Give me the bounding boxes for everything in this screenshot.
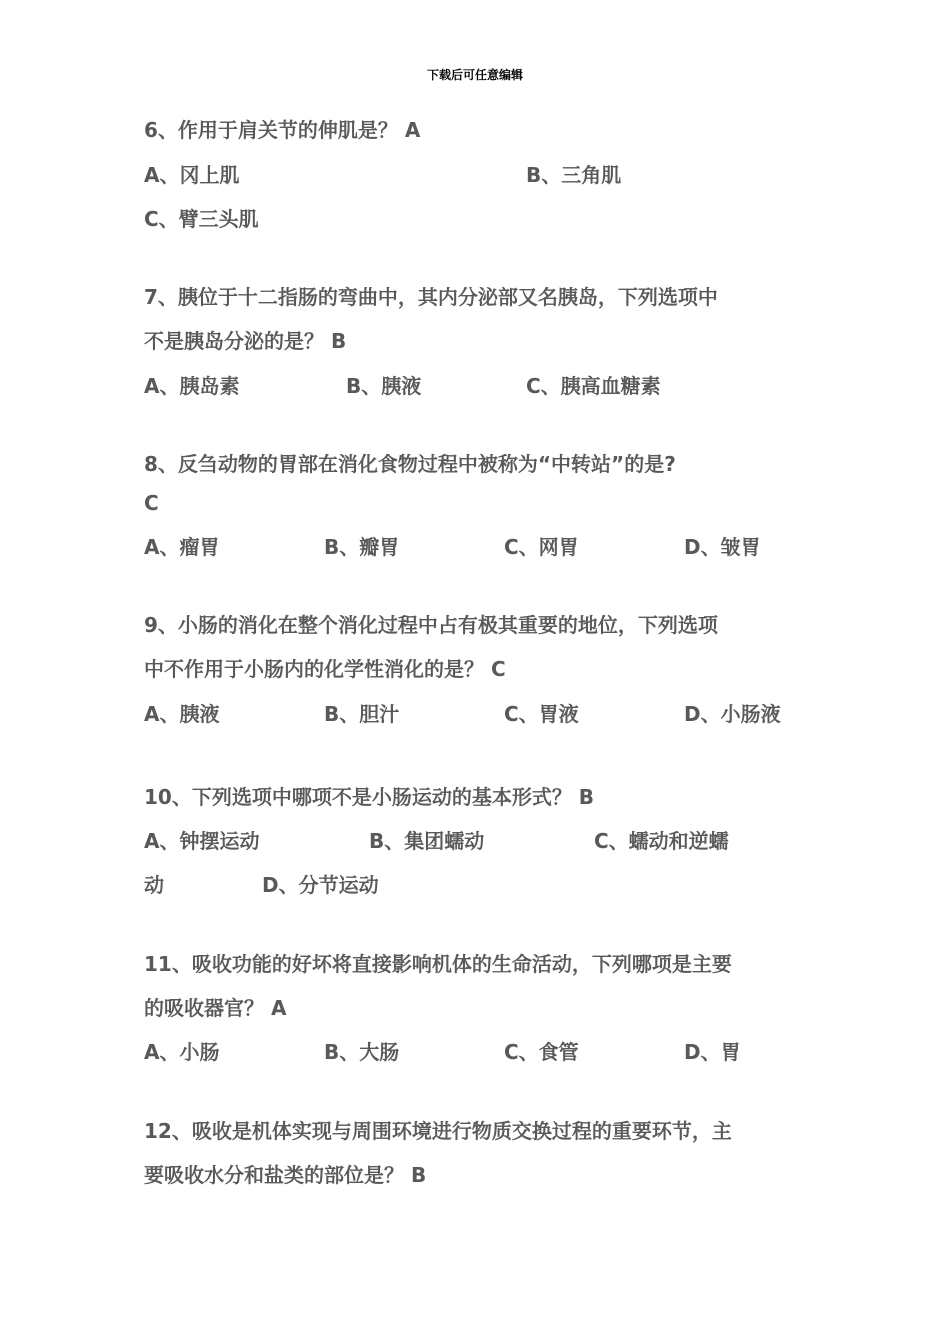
question-8-text-line-1: 8、反刍动物的胃部在消化食物过程中被称为“中转站”的是? — [144, 452, 676, 476]
question-11-text-line-1: 11、吸收功能的好坏将直接影响机体的生命活动，下列哪项是主要 — [144, 952, 732, 976]
page-header: 下载后可任意编辑 — [426, 68, 523, 82]
question-10-option-c-wrap: 动 — [144, 873, 164, 897]
question-6-option-b: B、三角肌 — [526, 163, 622, 187]
question-11-option-d: D、胃 — [684, 1040, 741, 1064]
question-9-option-a: A、胰液 — [144, 702, 220, 726]
question-7-option-a: A、胰岛素 — [144, 374, 240, 398]
question-8-option-b: B、瓣胃 — [324, 535, 400, 559]
question-10-option-d: D、分节运动 — [262, 873, 379, 897]
question-6-option-c: C、臂三头肌 — [144, 207, 259, 231]
question-11-text-line-2: 的吸收器官？ A — [144, 996, 287, 1020]
question-12-text-line-1: 12、吸收是机体实现与周围环境进行物质交换过程的重要环节，主 — [144, 1119, 732, 1143]
question-10-text: 10、下列选项中哪项不是小肠运动的基本形式？ B — [144, 785, 595, 809]
question-8-option-c: C、网胃 — [504, 535, 579, 559]
question-11-option-b: B、大肠 — [324, 1040, 400, 1064]
question-6-option-a: A、冈上肌 — [144, 163, 240, 187]
question-10-option-c: C、蠕动和逆蠕 — [594, 829, 729, 853]
question-9-option-d: D、小肠液 — [684, 702, 781, 726]
question-9-text-line-2: 中不作用于小肠内的化学性消化的是？ C — [144, 657, 506, 681]
question-9-text-line-1: 9、小肠的消化在整个消化过程中占有极其重要的地位，下列选项 — [144, 613, 718, 637]
question-7-option-c: C、胰高血糖素 — [526, 374, 661, 398]
question-7-text-line-2: 不是胰岛分泌的是？ B — [144, 329, 347, 353]
question-8-answer: C — [144, 491, 159, 515]
question-12-text-line-2: 要吸收水分和盐类的部位是？ B — [144, 1163, 427, 1187]
question-8-option-d: D、皱胃 — [684, 535, 761, 559]
question-9-option-b: B、胆汁 — [324, 702, 400, 726]
question-11-option-a: A、小肠 — [144, 1040, 220, 1064]
question-10-option-a: A、钟摆运动 — [144, 829, 260, 853]
question-8-option-a: A、瘤胃 — [144, 535, 220, 559]
question-6-text: 6、作用于肩关节的伸肌是？ A — [144, 118, 421, 142]
question-10-option-b: B、集团蠕动 — [369, 829, 485, 853]
question-9-option-c: C、胃液 — [504, 702, 579, 726]
question-7-text-line-1: 7、胰位于十二指肠的弯曲中，其内分泌部又名胰岛，下列选项中 — [144, 285, 718, 309]
question-11-option-c: C、食管 — [504, 1040, 579, 1064]
question-7-option-b: B、胰液 — [346, 374, 422, 398]
